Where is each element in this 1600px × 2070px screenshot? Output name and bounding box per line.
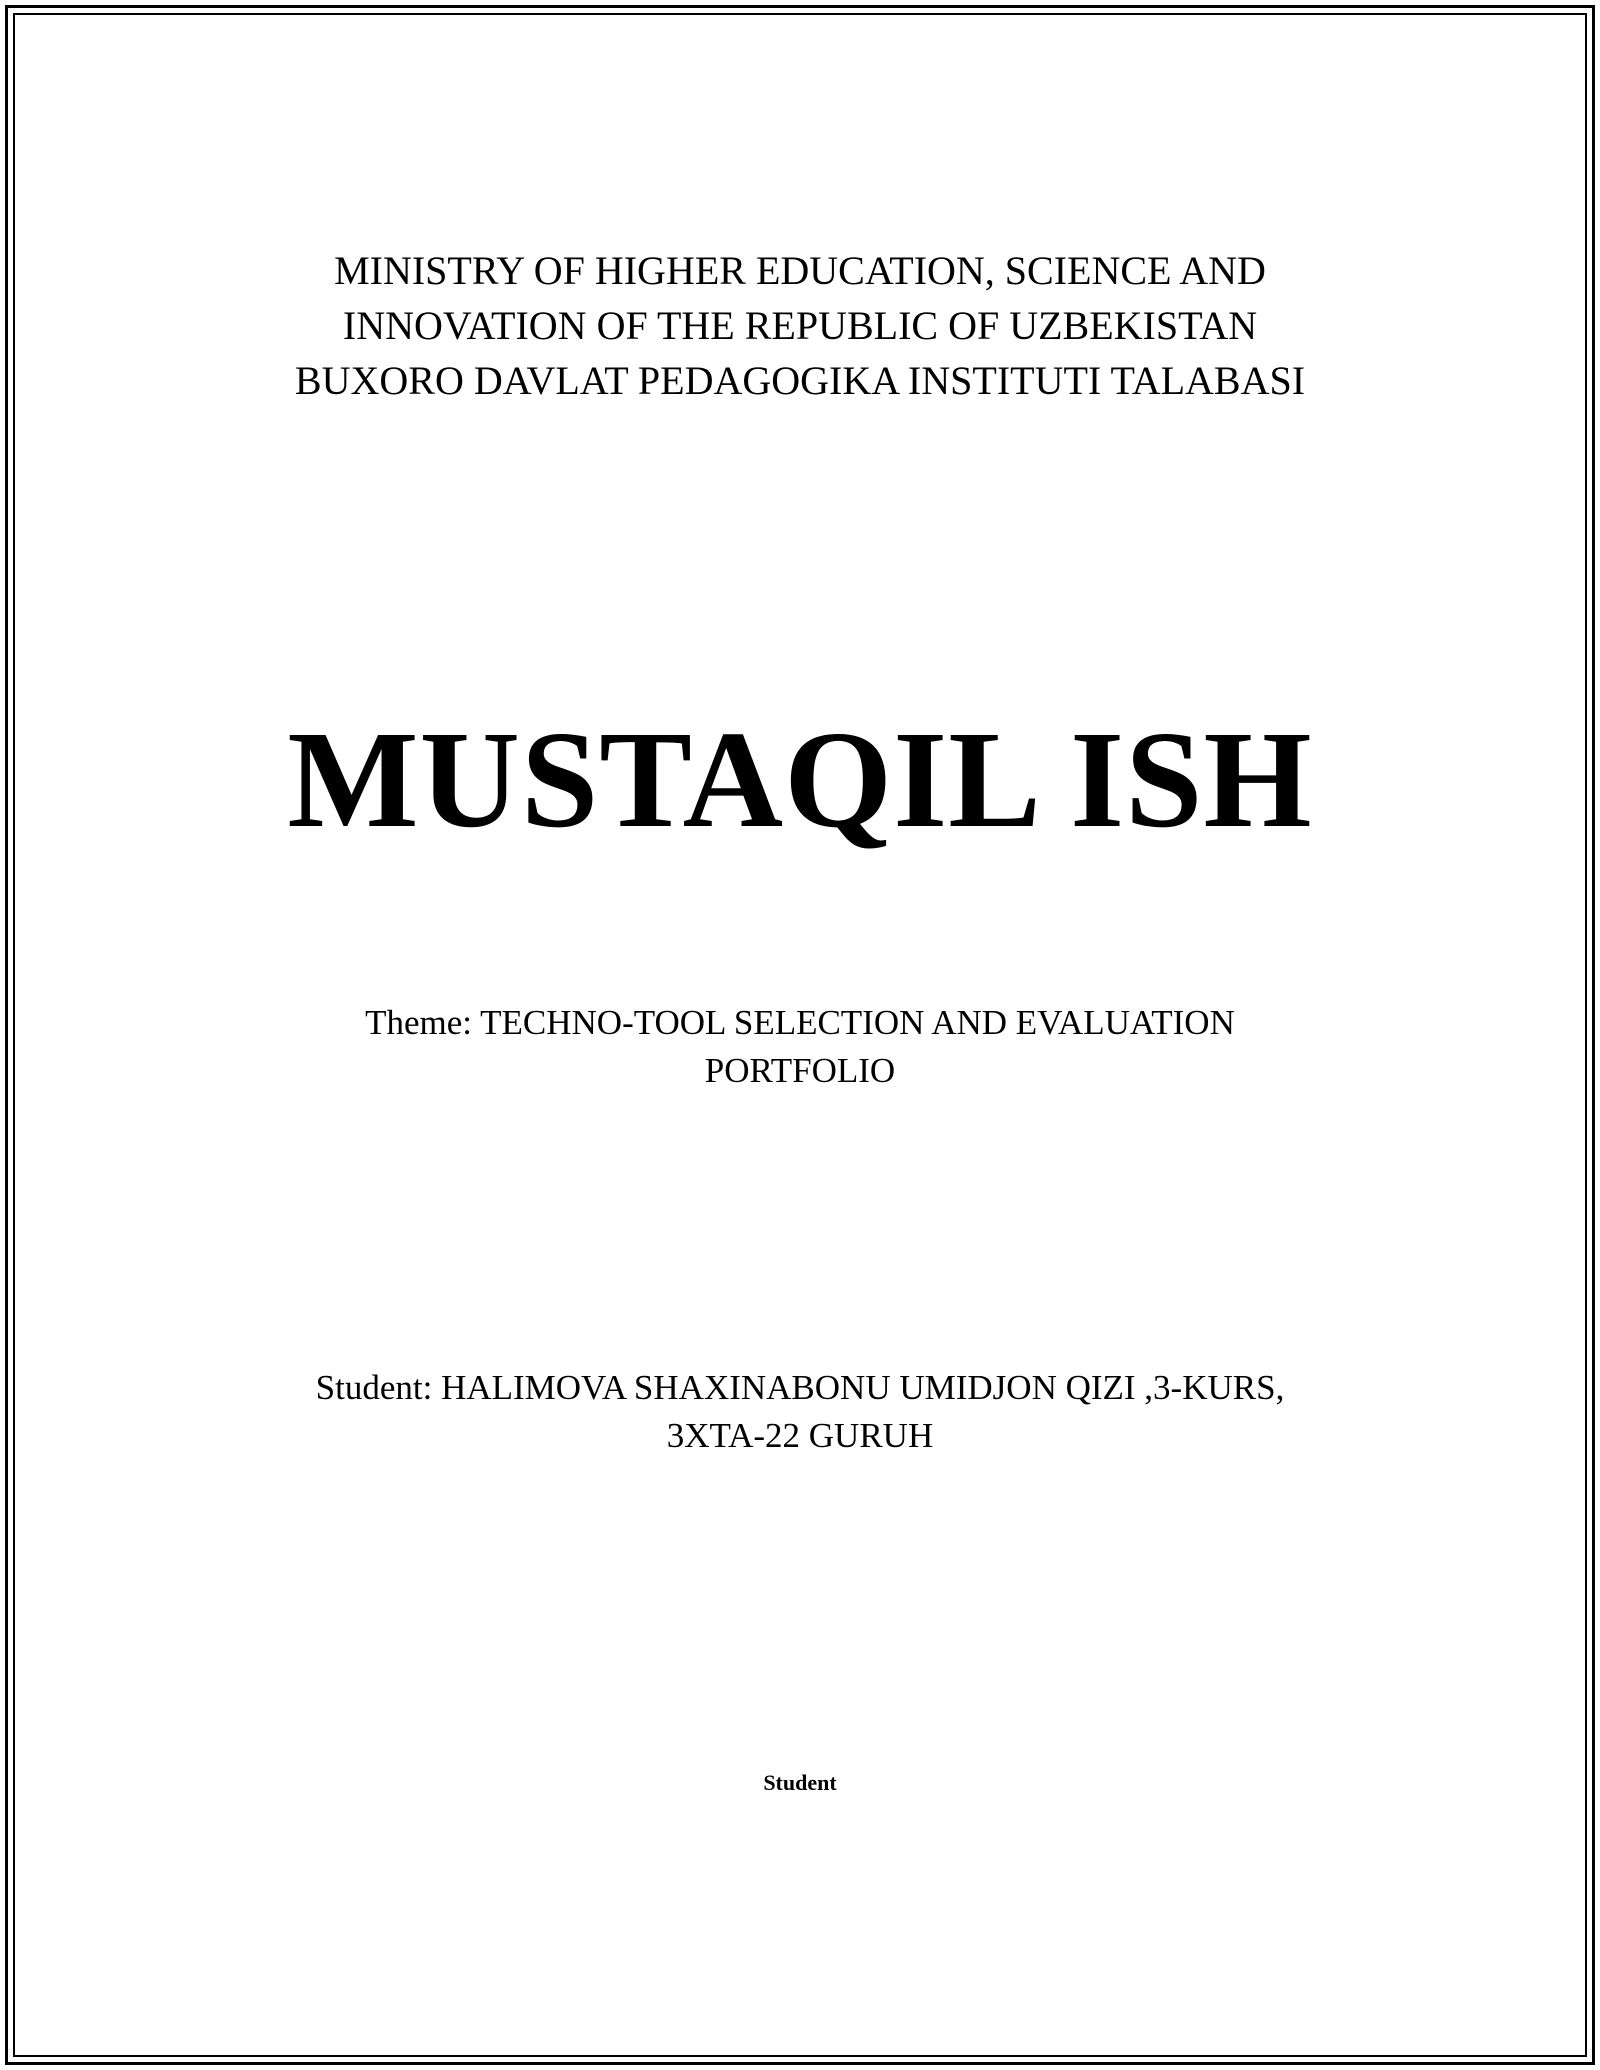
- theme-line: PORTFOLIO: [704, 1051, 896, 1090]
- document-title: MUSTAQIL ISH: [287, 703, 1313, 857]
- institution-header-line: INNOVATION OF THE REPUBLIC OF UZBEKISTAN: [342, 303, 1258, 348]
- institution-header: [0, 243, 1600, 408]
- student-info-line: 3XTA-22 GURUH: [666, 1416, 934, 1455]
- institution-header-line: BUXORO DAVLAT PEDAGOGIKA INSTITUTI TALABASI: [294, 358, 1306, 403]
- institution-header-line: MINISTRY OF HIGHER EDUCATION, SCIENCE AND: [334, 248, 1266, 293]
- student-info-line: Student: HALIMOVA SHAXINABONU UMIDJON QIZI ,3-KURS,: [315, 1368, 1285, 1407]
- theme-text: [0, 999, 1600, 1095]
- theme-line: Theme: TECHNO-TOOL SELECTION AND EVALUATION: [365, 1003, 1235, 1042]
- student-info: [0, 1364, 1600, 1460]
- student-label: Student: [763, 1770, 837, 1795]
